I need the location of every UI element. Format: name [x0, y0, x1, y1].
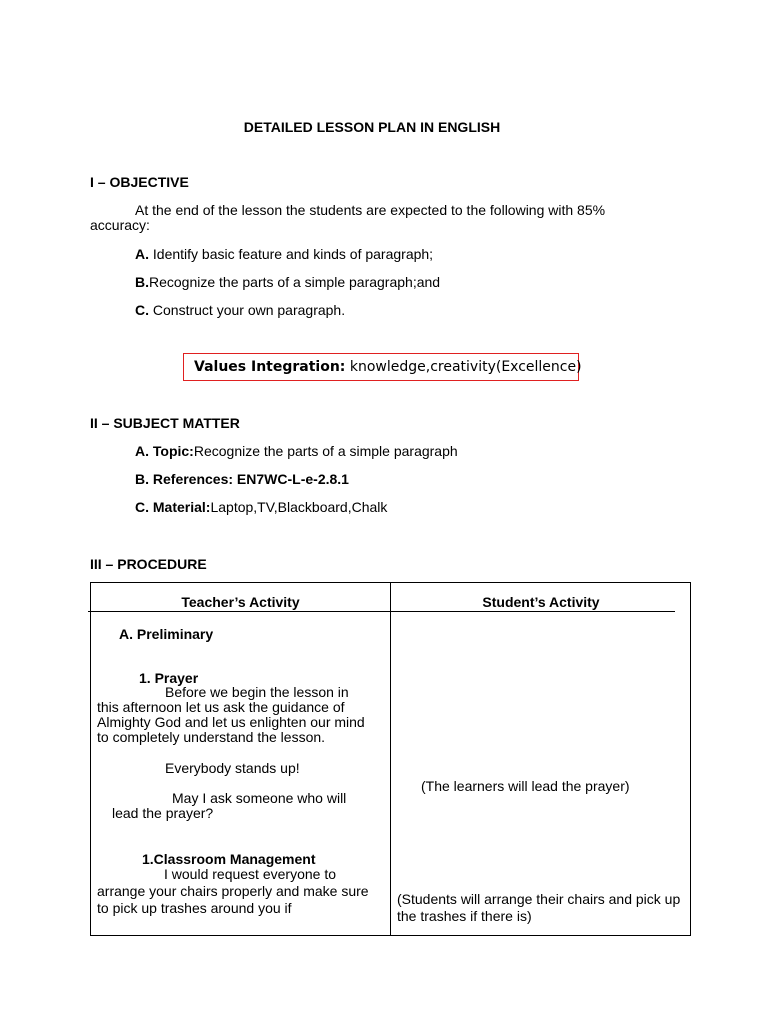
objective-item-c: [135, 302, 345, 318]
item-text: Recognize the parts of a simple paragraph: [193, 443, 458, 459]
item-label: B. References: EN7WC-L-e-2.8.1: [135, 471, 349, 487]
objective-item-a: [135, 246, 433, 262]
item-text: Construct your own paragraph.: [149, 302, 346, 318]
values-text: knowledge,creativity(Excellence): [345, 359, 582, 375]
student-prayer-response: (The learners will lead the prayer): [421, 778, 630, 794]
document-title: DETAILED LESSON PLAN IN ENGLISH: [243, 119, 501, 135]
classroom-management-text: I would request everyone to arrange your chairs properly and make sure to pick up trashes around you if: [97, 866, 369, 916]
subject-item-references: [135, 471, 349, 487]
objective-intro: At the end of the lesson the students are expected to the following with 85% accuracy:: [90, 202, 606, 233]
item-letter: B.: [135, 274, 149, 290]
item-text: Identify basic feature and kinds of paragraph;: [149, 246, 434, 262]
student-activity-header: Student’s Activity: [482, 594, 600, 610]
subject-matter-heading: II – SUBJECT MATTER: [90, 415, 240, 431]
item-text: Laptop,TV,Blackboard,Chalk: [210, 499, 388, 515]
teacher-activity-header: Teacher’s Activity: [181, 594, 300, 610]
ask-lead-text: May I ask someone who will lead the prayer?: [112, 790, 347, 821]
stands-up-text: Everybody stands up!: [165, 760, 300, 776]
objective-heading: I – OBJECTIVE: [90, 174, 189, 190]
prayer-text: Before we begin the lesson in this afternoon let us ask the guidance of Almighty God and let us enlighten our mind to completely understand the lesson.: [97, 684, 365, 745]
student-management-response: (Students will arrange their chairs and pick up the trashes if there is): [397, 891, 681, 924]
item-label: C. Material:: [135, 499, 211, 515]
item-letter: A.: [135, 246, 149, 262]
values-integration-box: [183, 353, 582, 381]
objective-item-b: [135, 274, 440, 290]
table-header-divider: [88, 611, 675, 612]
procedure-heading: III – PROCEDURE: [90, 556, 207, 572]
item-letter: C.: [135, 302, 149, 318]
prayer-title: 1. Prayer: [139, 670, 199, 686]
subject-item-topic: [135, 443, 458, 459]
values-label: Values Integration:: [194, 359, 346, 375]
item-label: A. Topic:: [135, 443, 194, 459]
table-column-divider: [390, 582, 391, 936]
classroom-management-title: 1.Classroom Management: [142, 851, 316, 867]
subject-item-material: [135, 499, 387, 515]
section-preliminary: A. Preliminary: [119, 626, 214, 642]
item-text: Recognize the parts of a simple paragraph;and: [149, 274, 441, 290]
